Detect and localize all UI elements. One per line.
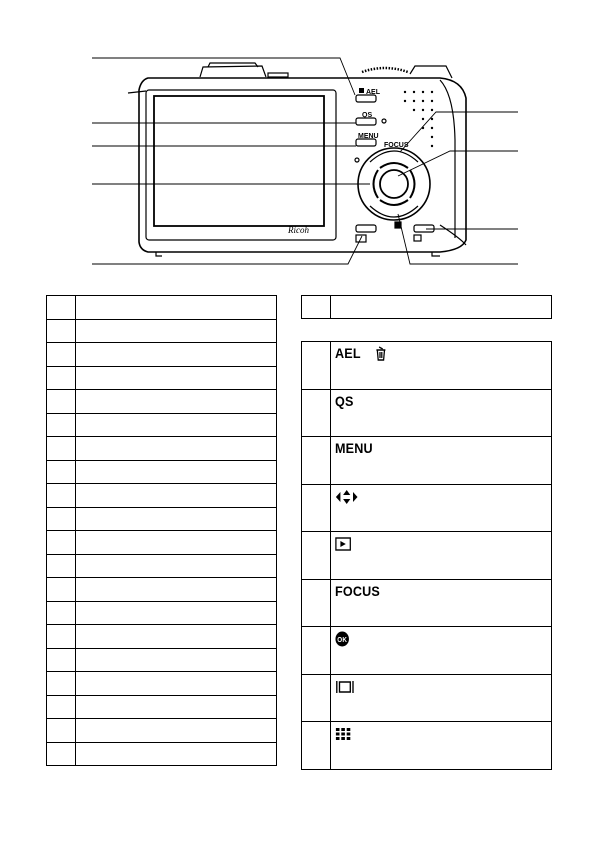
row-description-cell bbox=[76, 343, 277, 367]
symbol bbox=[335, 583, 380, 599]
table-row bbox=[47, 437, 277, 461]
left-table bbox=[46, 295, 277, 766]
right-header-cell bbox=[331, 296, 552, 319]
table-row bbox=[47, 672, 277, 696]
table-row bbox=[47, 484, 277, 508]
table-row bbox=[47, 460, 277, 484]
focus-label: FOCUS bbox=[335, 582, 380, 599]
right-table-header bbox=[301, 295, 552, 319]
display-icon bbox=[335, 678, 355, 694]
table-row bbox=[302, 342, 552, 390]
row-symbol-cell bbox=[331, 484, 552, 532]
row-number-cell bbox=[47, 578, 76, 602]
row-description-cell bbox=[76, 413, 277, 437]
symbol bbox=[335, 488, 358, 505]
row-description-cell bbox=[76, 366, 277, 390]
row-number-cell bbox=[302, 579, 331, 627]
table-row bbox=[47, 531, 277, 555]
table-row bbox=[47, 390, 277, 414]
row-description-cell bbox=[76, 554, 277, 578]
row-symbol-cell bbox=[331, 532, 552, 580]
table-row bbox=[302, 389, 552, 437]
right-table bbox=[301, 341, 552, 770]
qs-label: QS bbox=[335, 392, 354, 409]
table-row bbox=[302, 579, 552, 627]
focus-label: FOCUS bbox=[384, 142, 409, 149]
row-description-cell bbox=[76, 531, 277, 555]
table-row bbox=[302, 722, 552, 770]
row-number-cell bbox=[302, 389, 331, 437]
row-number-cell bbox=[302, 722, 331, 770]
row-description-cell bbox=[76, 390, 277, 414]
symbol bbox=[335, 393, 354, 409]
row-number-cell bbox=[47, 695, 76, 719]
row-number-cell bbox=[47, 460, 76, 484]
row-description-cell bbox=[76, 625, 277, 649]
ael-trash-icon bbox=[373, 345, 387, 361]
row-symbol-cell bbox=[331, 437, 552, 485]
menu-label: MENU bbox=[335, 440, 373, 456]
table-row bbox=[47, 343, 277, 367]
row-description-cell bbox=[76, 437, 277, 461]
row-number-cell bbox=[47, 742, 76, 766]
row-description-cell bbox=[76, 484, 277, 508]
table-row bbox=[47, 507, 277, 531]
row-description-cell bbox=[76, 719, 277, 743]
row-number-cell bbox=[47, 531, 76, 555]
row-description-cell bbox=[76, 648, 277, 672]
symbol bbox=[335, 440, 373, 456]
row-number-cell bbox=[302, 484, 331, 532]
row-symbol-cell bbox=[331, 674, 552, 722]
row-number-cell bbox=[302, 674, 331, 722]
row-number-cell bbox=[47, 507, 76, 531]
camera-back-diagram bbox=[0, 0, 596, 290]
row-number-cell bbox=[47, 484, 76, 508]
row-symbol-cell bbox=[331, 722, 552, 770]
row-number-cell bbox=[47, 601, 76, 625]
row-description-cell bbox=[76, 695, 277, 719]
row-number-cell bbox=[302, 627, 331, 675]
symbol bbox=[335, 678, 355, 695]
row-number-cell bbox=[47, 719, 76, 743]
qs-button-label: QS bbox=[362, 112, 373, 119]
symbol bbox=[335, 345, 388, 362]
row-number-cell bbox=[47, 366, 76, 390]
row-number-cell bbox=[47, 413, 76, 437]
row-number-cell bbox=[47, 343, 76, 367]
row-number-cell bbox=[47, 390, 76, 414]
row-number-cell bbox=[47, 437, 76, 461]
row-number-cell bbox=[302, 532, 331, 580]
table-row bbox=[47, 648, 277, 672]
arrows-icon bbox=[335, 488, 358, 504]
table-row bbox=[47, 366, 277, 390]
table-row bbox=[47, 296, 277, 320]
symbol bbox=[335, 725, 351, 741]
row-number-cell bbox=[302, 437, 331, 485]
row-number-cell bbox=[47, 648, 76, 672]
camera-logo: Ricoh bbox=[288, 225, 309, 235]
row-number-cell bbox=[47, 319, 76, 343]
grid-icon bbox=[335, 725, 351, 741]
row-description-cell bbox=[76, 742, 277, 766]
svg-text:OK: OK bbox=[337, 637, 348, 645]
row-description-cell bbox=[76, 296, 277, 320]
table-row bbox=[47, 695, 277, 719]
row-number-cell bbox=[47, 554, 76, 578]
table-row bbox=[47, 601, 277, 625]
table-row bbox=[47, 413, 277, 437]
row-number-cell bbox=[47, 625, 76, 649]
ok-icon bbox=[335, 630, 349, 646]
table-row bbox=[47, 319, 277, 343]
table-row bbox=[47, 719, 277, 743]
row-description-cell bbox=[76, 507, 277, 531]
row-description-cell bbox=[76, 601, 277, 625]
row-number-cell bbox=[47, 672, 76, 696]
symbol bbox=[335, 630, 349, 647]
row-description-cell bbox=[76, 319, 277, 343]
ael-button-label: AEL bbox=[366, 89, 380, 96]
row-symbol-cell bbox=[331, 627, 552, 675]
row-description-cell bbox=[76, 672, 277, 696]
table-row bbox=[47, 554, 277, 578]
table-row bbox=[302, 437, 552, 485]
menu-button-label: MENU bbox=[358, 133, 379, 140]
playback-icon bbox=[335, 535, 351, 551]
row-symbol-cell bbox=[331, 579, 552, 627]
row-symbol-cell bbox=[331, 389, 552, 437]
table-row bbox=[47, 578, 277, 602]
row-description-cell bbox=[76, 460, 277, 484]
row-number-cell bbox=[302, 342, 331, 390]
symbol bbox=[335, 535, 351, 551]
right-header-number-cell bbox=[302, 296, 331, 319]
table-row bbox=[302, 674, 552, 722]
row-number-cell bbox=[47, 296, 76, 320]
table-row bbox=[302, 627, 552, 675]
row-description-cell bbox=[76, 578, 277, 602]
table-row bbox=[302, 532, 552, 580]
table-row bbox=[302, 484, 552, 532]
table-row bbox=[47, 742, 277, 766]
table-row bbox=[47, 625, 277, 649]
row-symbol-cell bbox=[331, 342, 552, 390]
ael-trash-label: AEL bbox=[335, 345, 361, 361]
